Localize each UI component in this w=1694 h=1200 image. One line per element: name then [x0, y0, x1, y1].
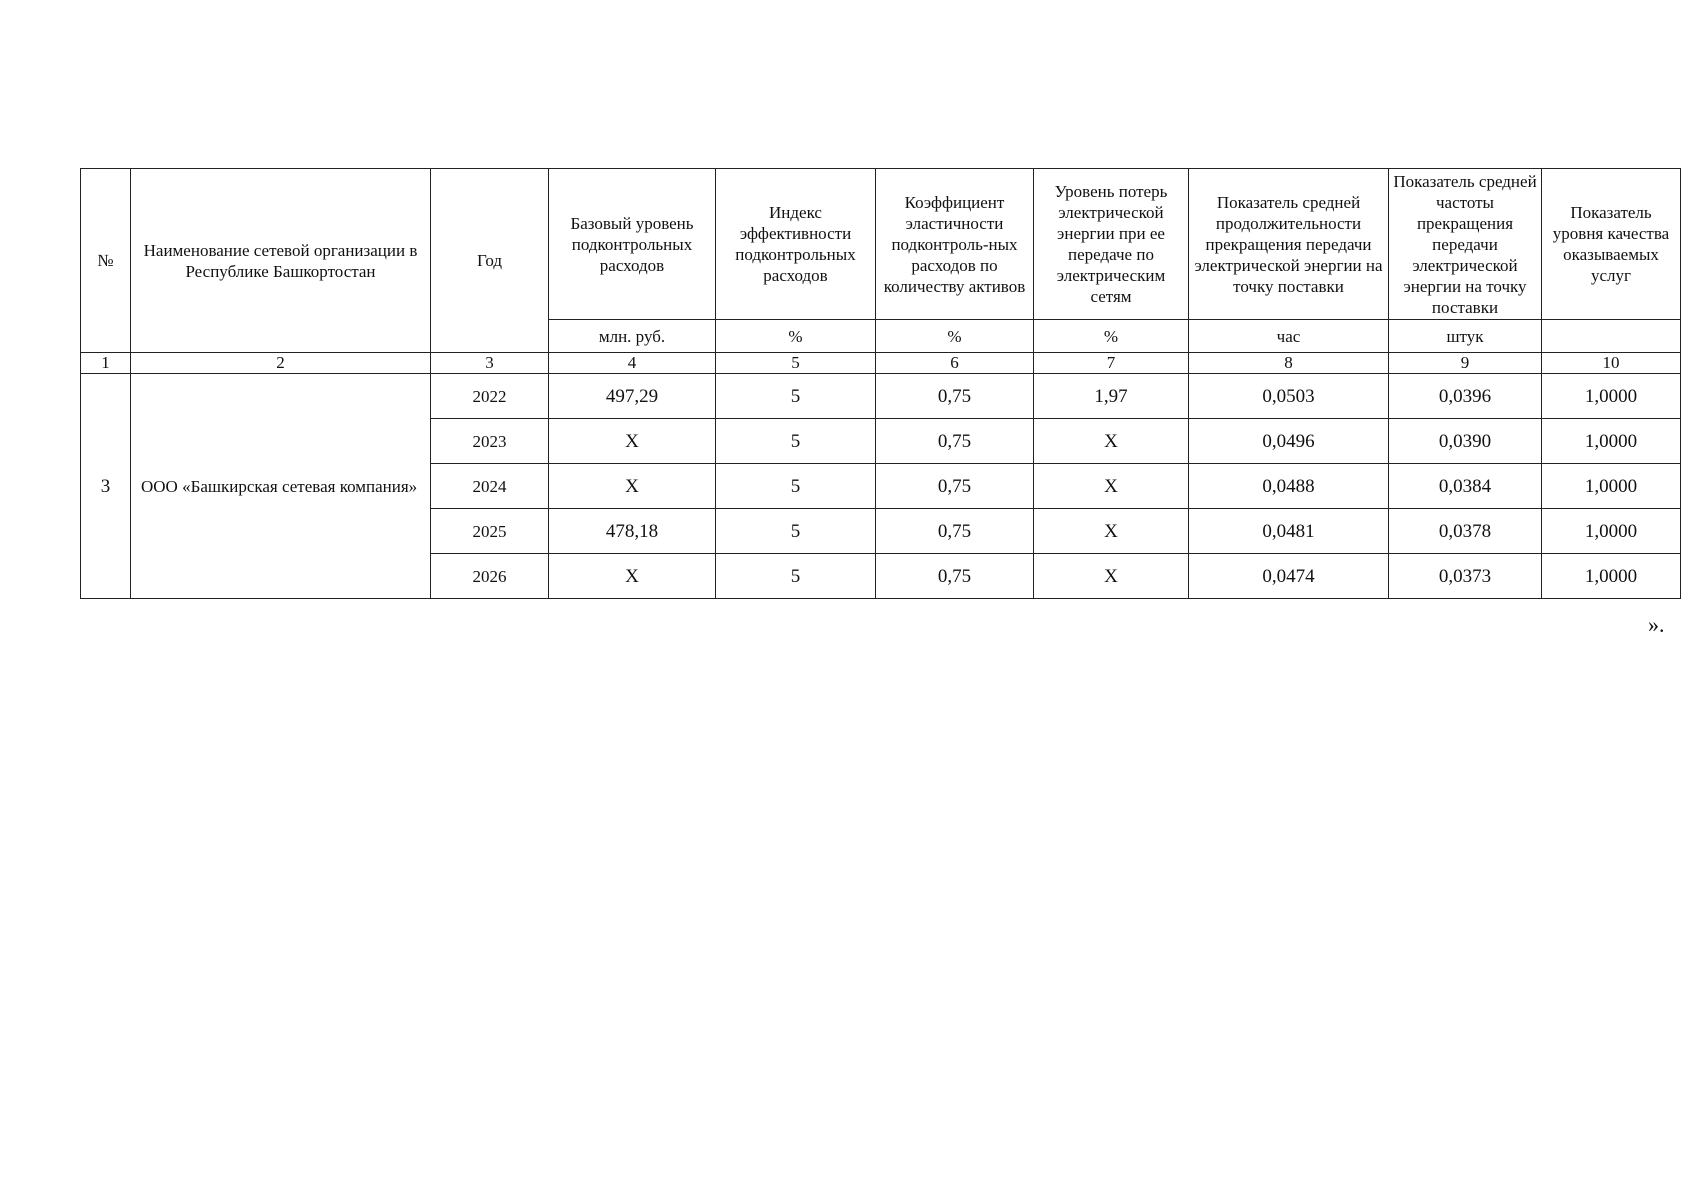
cell-losses: 1,97: [1034, 374, 1189, 419]
cell-quality: 1,0000: [1542, 374, 1681, 419]
column-number: 7: [1034, 353, 1189, 374]
header-losses: Уровень потерь электрической энергии при ее передаче по электрическим сетям: [1034, 169, 1189, 320]
cell-avg-duration: 0,0474: [1189, 554, 1389, 599]
cell-efficiency-index: 5: [716, 509, 876, 554]
cell-avg-duration: 0,0481: [1189, 509, 1389, 554]
cell-avg-duration: 0,0488: [1189, 464, 1389, 509]
header-org: Наименование сетевой организации в Республике Башкортостан: [131, 169, 431, 353]
cell-elasticity: 0,75: [876, 464, 1034, 509]
unit-avg-frequency: штук: [1389, 320, 1542, 353]
cell-elasticity: 0,75: [876, 419, 1034, 464]
tariff-table: [80, 168, 1681, 599]
column-number: 5: [716, 353, 876, 374]
cell-year: 2025: [431, 509, 549, 554]
cell-losses: X: [1034, 554, 1189, 599]
column-number: 1: [81, 353, 131, 374]
cell-year: 2022: [431, 374, 549, 419]
cell-year: 2023: [431, 419, 549, 464]
cell-avg-duration: 0,0496: [1189, 419, 1389, 464]
cell-year: 2024: [431, 464, 549, 509]
header-avg-duration: Показатель средней продолжительности прекращения передачи электрической энергии на точку поставки: [1189, 169, 1389, 320]
cell-efficiency-index: 5: [716, 374, 876, 419]
cell-elasticity: 0,75: [876, 509, 1034, 554]
unit-avg-duration: час: [1189, 320, 1389, 353]
cell-quality: 1,0000: [1542, 464, 1681, 509]
cell-elasticity: 0,75: [876, 554, 1034, 599]
cell-quality: 1,0000: [1542, 509, 1681, 554]
cell-base-level: X: [549, 419, 716, 464]
column-number: 4: [549, 353, 716, 374]
cell-efficiency-index: 5: [716, 419, 876, 464]
column-number: 8: [1189, 353, 1389, 374]
cell-avg-frequency: 0,0373: [1389, 554, 1542, 599]
cell-losses: X: [1034, 509, 1189, 554]
cell-avg-duration: 0,0503: [1189, 374, 1389, 419]
unit-base-level: млн. руб.: [549, 320, 716, 353]
cell-losses: X: [1034, 464, 1189, 509]
column-number: 9: [1389, 353, 1542, 374]
header-year: Год: [431, 169, 549, 353]
header-row: [81, 169, 1681, 320]
cell-quality: 1,0000: [1542, 419, 1681, 464]
cell-quality: 1,0000: [1542, 554, 1681, 599]
cell-efficiency-index: 5: [716, 554, 876, 599]
column-number: 6: [876, 353, 1034, 374]
unit-losses: %: [1034, 320, 1189, 353]
column-number: 2: [131, 353, 431, 374]
cell-base-level: X: [549, 554, 716, 599]
cell-base-level: 497,29: [549, 374, 716, 419]
unit-efficiency-index: %: [716, 320, 876, 353]
organization-name: ООО «Башкирская сетевая компания»: [131, 374, 431, 599]
column-number: 3: [431, 353, 549, 374]
cell-avg-frequency: 0,0378: [1389, 509, 1542, 554]
column-numbers-row: [81, 353, 1681, 374]
closing-quote-mark: ».: [1648, 612, 1665, 637]
cell-elasticity: 0,75: [876, 374, 1034, 419]
cell-avg-frequency: 0,0384: [1389, 464, 1542, 509]
cell-base-level: 478,18: [549, 509, 716, 554]
cell-avg-frequency: 0,0390: [1389, 419, 1542, 464]
cell-avg-frequency: 0,0396: [1389, 374, 1542, 419]
header-efficiency-index: Индекс эффективности подконтрольных расходов: [716, 169, 876, 320]
cell-base-level: X: [549, 464, 716, 509]
header-base-level: Базовый уровень подконтрольных расходов: [549, 169, 716, 320]
column-number: 10: [1542, 353, 1681, 374]
header-avg-frequency: Показатель средней частоты прекращения передачи электрической энергии на точку поставки: [1389, 169, 1542, 320]
unit-quality: [1542, 320, 1681, 353]
cell-year: 2026: [431, 554, 549, 599]
header-quality: Показатель уровня качества оказываемых услуг: [1542, 169, 1681, 320]
header-elasticity: Коэффициент эластичности подконтроль-ных расходов по количеству активов: [876, 169, 1034, 320]
entry-number: 3: [81, 374, 131, 599]
table-row: [81, 374, 1681, 419]
unit-elasticity: %: [876, 320, 1034, 353]
cell-efficiency-index: 5: [716, 464, 876, 509]
header-no: №: [81, 169, 131, 353]
cell-losses: X: [1034, 419, 1189, 464]
